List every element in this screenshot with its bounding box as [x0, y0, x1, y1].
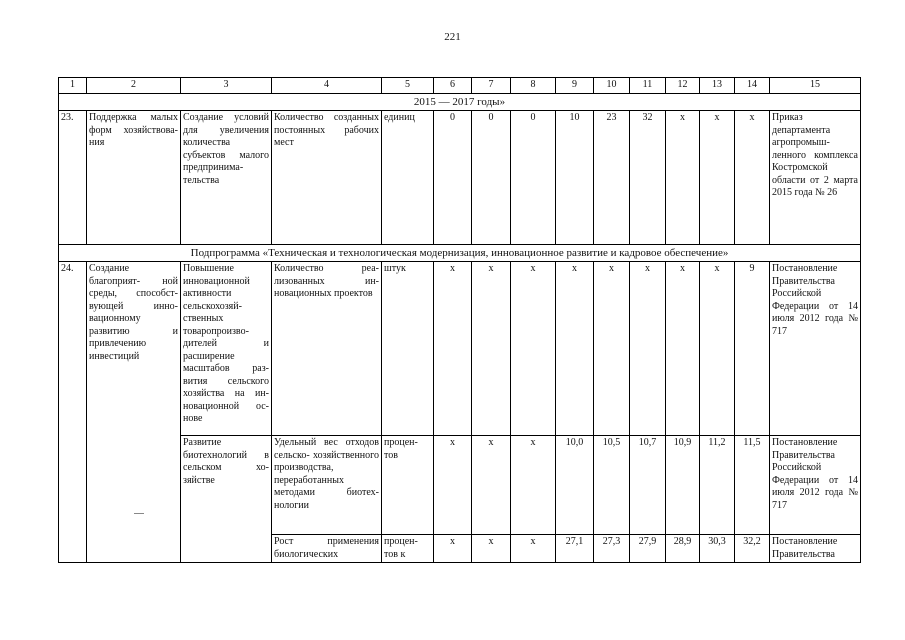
subprogram-heading: Подпрограмма «Техническая и технологическая модернизация, инновационное развитие и кадровое обеспечение»: [59, 245, 861, 262]
indicator-cell: Рост применения биологических: [272, 535, 382, 563]
header-cell: 14: [735, 78, 770, 94]
value-cell: 11,2: [700, 436, 735, 535]
header-cell: 3: [181, 78, 272, 94]
header-cell: 9: [556, 78, 594, 94]
unit-cell: процен- тов: [382, 436, 434, 535]
value-cell: х: [666, 262, 700, 436]
value-cell: х: [472, 436, 511, 535]
page-number: 221: [444, 31, 461, 43]
value-cell: х: [511, 535, 556, 563]
value-cell: х: [472, 535, 511, 563]
goal-cell: Повышение инновационной активности сельскохозяй- ственных товаропроизво- дителей и расширение масштабов раз- вития сельского хозяйства на ин- новационной ос- нове: [181, 262, 272, 436]
value-cell: 10,9: [666, 436, 700, 535]
header-cell: 6: [434, 78, 472, 94]
value-cell: 11,5: [735, 436, 770, 535]
header-cell: 8: [511, 78, 556, 94]
unit-cell: единиц: [382, 111, 434, 245]
value-cell: 27,9: [630, 535, 666, 563]
value-cell: 0: [434, 111, 472, 245]
goal-cell: Создание условий для увеличения количества субъектов малого предпринима- тельства: [181, 111, 272, 245]
table-row-23: [59, 111, 861, 245]
header-cell: 7: [472, 78, 511, 94]
value-cell: х: [556, 262, 594, 436]
header-cell: 2: [87, 78, 181, 94]
value-cell: 10,5: [594, 436, 630, 535]
unit-cell: процен- тов к: [382, 535, 434, 563]
document-cell: Приказ департамента агропромыш- ленного комплекса Костромской области от 2 марта 2015 года № 26: [770, 111, 861, 245]
header-cell: 10: [594, 78, 630, 94]
period-row: [59, 94, 861, 111]
value-cell: х: [511, 262, 556, 436]
value-cell: х: [735, 111, 770, 245]
value-cell: х: [700, 111, 735, 245]
header-cell: 11: [630, 78, 666, 94]
header-cell: 13: [700, 78, 735, 94]
value-cell: 10,7: [630, 436, 666, 535]
value-cell: 27,3: [594, 535, 630, 563]
indicators-table: [58, 77, 861, 563]
unit-cell: штук: [382, 262, 434, 436]
value-cell: х: [700, 262, 735, 436]
value-cell: 27,1: [556, 535, 594, 563]
value-cell: х: [511, 436, 556, 535]
subprogram-row: [59, 245, 861, 262]
value-cell: х: [666, 111, 700, 245]
row-number: 23.: [59, 111, 87, 245]
value-cell: х: [594, 262, 630, 436]
scan-mark: [134, 513, 144, 514]
header-cell: 5: [382, 78, 434, 94]
measure-cell: Поддержка малых форм хозяйствова- ния: [87, 111, 181, 245]
value-cell: 9: [735, 262, 770, 436]
value-cell: х: [630, 262, 666, 436]
value-cell: 0: [511, 111, 556, 245]
value-cell: 23: [594, 111, 630, 245]
header-cell: 12: [666, 78, 700, 94]
value-cell: 10: [556, 111, 594, 245]
value-cell: 28,9: [666, 535, 700, 563]
document-cell: Постановление Правительства Российской Федерации от 14 июля 2012 года № 717: [770, 262, 861, 436]
header-cell: 1: [59, 78, 87, 94]
value-cell: 10,0: [556, 436, 594, 535]
header-cell: 4: [272, 78, 382, 94]
indicator-cell: Количество реа- лизованных ин- новационных проектов: [272, 262, 382, 436]
column-number-row: [59, 78, 861, 94]
period-heading: 2015 — 2017 годы»: [59, 94, 861, 111]
document-cell: Постановление Правительства Российской Федерации от 14 июля 2012 года № 717: [770, 436, 861, 535]
value-cell: 32,2: [735, 535, 770, 563]
value-cell: 32: [630, 111, 666, 245]
header-cell: 15: [770, 78, 861, 94]
row-number: 24.: [59, 262, 87, 563]
indicator-cell: Количество созданных постоянных рабочих мест: [272, 111, 382, 245]
table-row-24: [59, 262, 861, 436]
value-cell: х: [472, 262, 511, 436]
value-cell: 0: [472, 111, 511, 245]
value-cell: 30,3: [700, 535, 735, 563]
document-cell: Постановление Правительства: [770, 535, 861, 563]
measure-cell: Создание благоприят- ной среды, способст- вующей инно- вационному развитию и привлечению инвестиций: [87, 262, 181, 563]
value-cell: х: [434, 262, 472, 436]
value-cell: х: [434, 535, 472, 563]
value-cell: х: [434, 436, 472, 535]
goal-cell: Развитие биотехнологий в сельском хо- зяйстве: [181, 436, 272, 563]
indicator-cell: Удельный вес отходов сельско- хозяйственного производства, переработанных методами биотех- нологии: [272, 436, 382, 535]
